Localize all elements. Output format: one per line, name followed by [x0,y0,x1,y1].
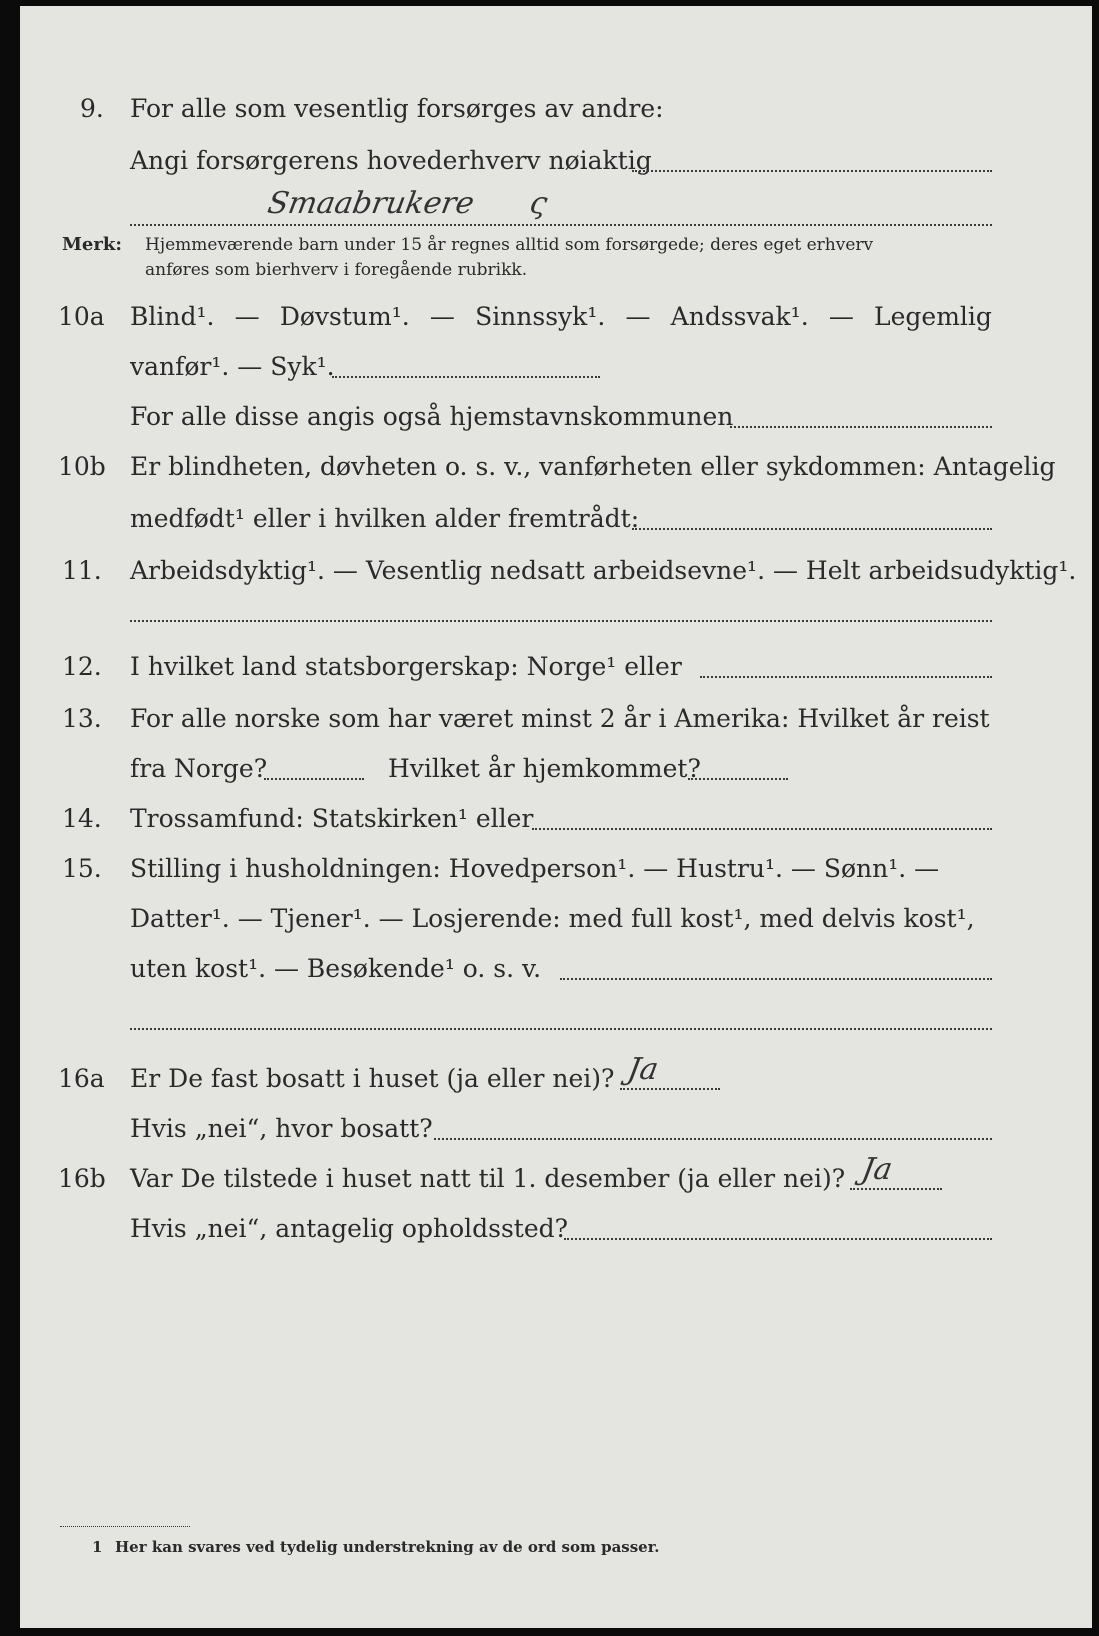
question-16a-line-2: Hvis „nei“, hvor bosatt? [130,1114,433,1143]
question-10a-line-3: For alle disse angis også hjemstavnskommunen [130,402,734,431]
option-dovstum: Døvstum¹. [279,302,410,331]
question-11-number: 11. [62,556,102,585]
question-13-line-1: For alle norske som har været minst 2 år i Amerika: Hvilket år reist [130,704,990,733]
question-15-line-3: uten kost¹. — Besøkende¹ o. s. v. [130,954,542,983]
footnote-text: Her kan svares ved tydelig understrekning av de ord som passer. [115,1538,660,1556]
note-label: Merk: [62,234,122,255]
dash: — [828,302,854,331]
dash: — [234,302,260,331]
option-andssvak: Andssvak¹. [670,302,809,331]
question-15-line-2: Datter¹. — Tjener¹. — Losjerende: med full kost¹, med delvis kost¹, [130,904,975,933]
question-10b-line-1: Er blindheten, døvheten o. s. v., vanførheten eller sykdommen: Antagelig [130,452,1056,481]
question-14-number: 14. [62,804,102,833]
footnote-rule [60,1526,190,1527]
question-14-line-1: Trossamfund: Statskirken¹ eller [130,804,534,833]
answer-line [560,978,992,980]
answer-line [620,1088,720,1090]
answer-line [332,376,600,378]
dash: — [625,302,651,331]
answer-line [130,620,992,622]
answer-line [850,1188,942,1190]
answer-line [700,676,992,678]
handwritten-answer-16b: Ja [858,1152,896,1187]
question-16a-line-1: Er De fast bosatt i huset (ja eller nei)? [130,1064,615,1093]
question-9-number: 9. [80,94,104,123]
footnote-mark: 1 [92,1538,103,1556]
handwritten-answer-16a: Ja [624,1052,662,1087]
question-16b-line-2: Hvis „nei“, antagelig opholdssted? [130,1214,569,1243]
question-12-line-1: I hvilket land statsborgerskap: Norge¹ eller [130,652,682,681]
option-blind: Blind¹. [130,302,215,331]
answer-line [264,778,364,780]
option-legemlig: Legemlig [874,302,992,331]
question-9-line-1: For alle som vesentlig forsørges av andre: [130,94,664,123]
question-16b-number: 16b [58,1164,106,1193]
option-sinnssyk: Sinnssyk¹. [475,302,606,331]
note-line-2: anføres som bierhverv i foregående rubrikk. [145,260,528,280]
question-15-line-1: Stilling i husholdningen: Hovedperson¹. — Hustru¹. — Sønn¹. — [130,854,940,883]
question-13-number: 13. [62,704,102,733]
question-16b-line-1: Var De tilstede i huset natt til 1. desember (ja eller nei)? [130,1164,846,1193]
answer-line [632,528,992,530]
question-10a-line-2: vanfør¹. — Syk¹. [130,352,335,381]
question-13-line-2a: fra Norge? [130,754,268,783]
census-form-page [20,6,1092,1628]
answer-line [688,778,788,780]
question-10b-line-2: medfødt¹ eller i hvilken alder fremtrådt: [130,504,640,533]
question-12-number: 12. [62,652,102,681]
answer-line [564,1238,992,1240]
question-16a-number: 16a [58,1064,105,1093]
answer-line [434,1138,992,1140]
dash: — [429,302,455,331]
question-9-line-2: Angi forsørgerens hovederhverv nøiaktig [130,146,652,175]
answer-line [130,1028,992,1030]
question-10a-line-1 [130,302,992,332]
note-line-1: Hjemmeværende barn under 15 år regnes alltid som forsørgede; deres eget erhverv [145,235,874,255]
handwritten-answer-occupation: Smaabrukere [264,186,477,221]
question-10b-number: 10b [58,452,106,481]
question-15-number: 15. [62,854,102,883]
answer-line [532,828,992,830]
question-11-line-1: Arbeidsdyktig¹. — Vesentlig nedsatt arbeidsevne¹. — Helt arbeidsudyktig¹. [130,556,1077,585]
question-13-line-2b: Hvilket år hjemkommet? [388,754,701,783]
answer-line [130,224,992,226]
question-10a-number: 10a [58,302,105,331]
answer-line [730,426,992,428]
handwritten-mark: ς [526,186,550,221]
answer-line [632,170,992,172]
